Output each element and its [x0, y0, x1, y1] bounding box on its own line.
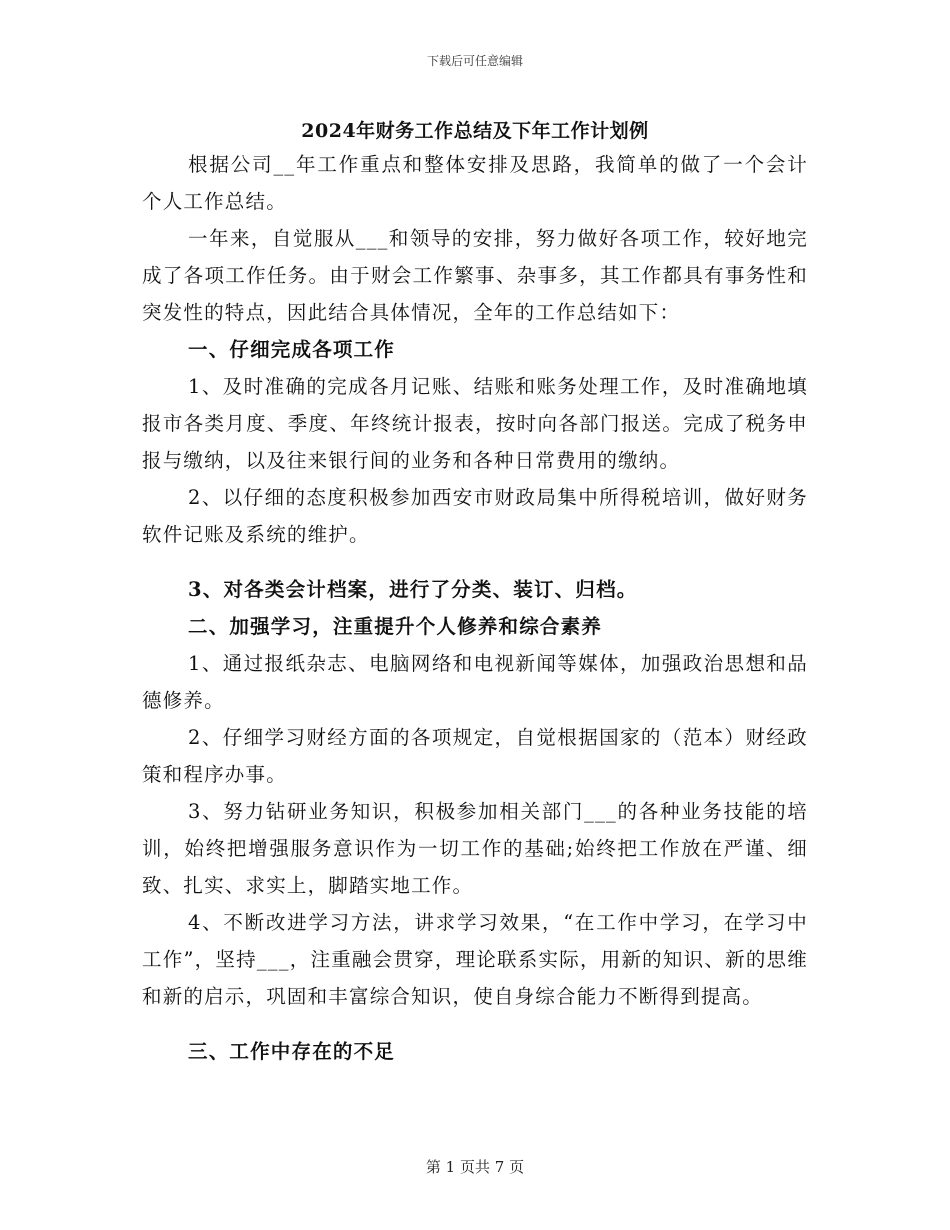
paragraph-item-1-2: 2、以仔细的态度积极参加西安市财政局集中所得税培训，做好财务软件记账及系统的维护。 — [142, 486, 808, 546]
paragraph-item-1-1: 1、及时准确的完成各月记账、结账和账务处理工作，及时准确地填报市各类月度、季度、年终统计报表，按时向各部门报送。完成了税务申报与缴纳，以及往来银行间的业务和各种日常费用的缴纳。 — [142, 375, 808, 472]
paragraph-overview: 一年来，自觉服从___和领导的安排，努力做好各项工作，较好地完成了各项工作任务。由于财会工作繁事、杂事多，其工作都具有事务性和突发性的特点，因此结合具体情况，全年的工作总结如下： — [142, 227, 808, 324]
section-heading-3: 三、工作中存在的不足 — [188, 1040, 396, 1063]
section-heading-1: 一、仔细完成各项工作 — [188, 338, 396, 361]
page-footer: 第 1 页共 7 页 — [425, 1158, 525, 1176]
document-body — [142, 146, 808, 1070]
paragraph-intro: 根据公司__年工作重点和整体安排及思路，我简单的做了一个会计个人工作总结。 — [142, 153, 808, 213]
paragraph-item-2-3: 3、努力钻研业务知识，积极参加相关部门___的各种业务技能的培训，始终把增强服务意识作为一切工作的基础;始终把工作放在严谨、细致、扎实、求实上，脚踏实地工作。 — [142, 800, 808, 897]
paragraph-item-2-2: 2、仔细学习财经方面的各项规定，自觉根据国家的（范本）财经政策和程序办事。 — [142, 726, 808, 786]
paragraph-item-2-1: 1、通过报纸杂志、电脑网络和电视新闻等媒体，加强政治思想和品德修养。 — [142, 652, 808, 712]
page-header: 下载后可任意编辑 — [426, 54, 523, 68]
paragraph-item-1-3: 3、对各类会计档案，进行了分类、装订、归档。 — [188, 578, 638, 601]
document-title: 2024年财务工作总结及下年工作计划例 — [301, 120, 649, 142]
section-heading-2: 二、加强学习，注重提升个人修养和综合素养 — [188, 615, 603, 638]
paragraph-item-2-4: 4、不断改进学习方法，讲求学习效果，“在工作中学习，在学习中工作”，坚持___，注重融会贯穿，理论联系实际，用新的知识、新的思维和新的启示，巩固和丰富综合知识，使自身综合能力不断得到提高。 — [142, 911, 808, 1008]
